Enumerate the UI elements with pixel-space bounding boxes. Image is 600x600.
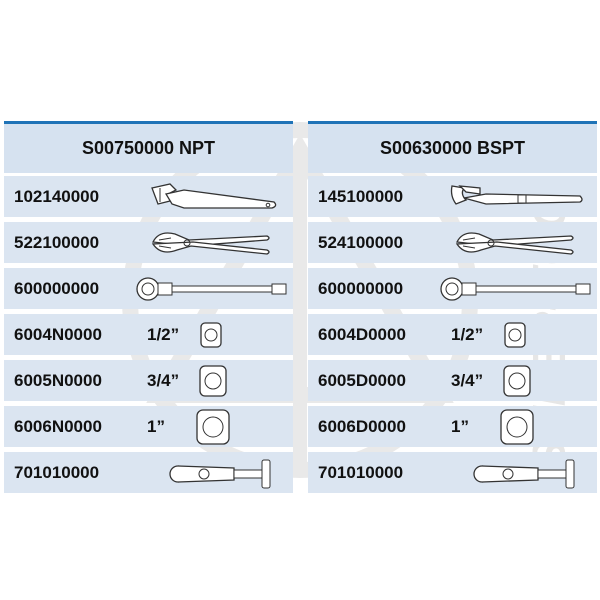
die-size: 1/2” — [451, 325, 484, 344]
article-code: 102140000 — [14, 187, 100, 206]
die-head-icon — [498, 408, 536, 446]
table-row — [308, 452, 597, 493]
table-row — [308, 222, 597, 263]
die-head-icon — [502, 320, 528, 350]
article-code: 6004N0000 — [14, 325, 102, 344]
article-code: 6006N0000 — [14, 417, 102, 436]
article-code: 6006D0000 — [318, 417, 406, 436]
article-code: 600000000 — [318, 279, 404, 298]
table-row — [308, 268, 597, 309]
die-size: 3/4” — [147, 371, 180, 390]
die-size: 1” — [147, 417, 165, 436]
article-code: 522100000 — [14, 233, 100, 252]
swedish-pipe-wrench-icon — [446, 180, 586, 214]
groove-joint-pliers-icon — [149, 226, 274, 260]
table-row — [4, 360, 293, 401]
groove-joint-pliers-icon — [453, 226, 578, 260]
die-head-icon — [500, 363, 534, 399]
table-row — [308, 314, 597, 355]
npt-table-title: S00750000 NPT — [4, 124, 293, 173]
article-code: 6005N0000 — [14, 371, 102, 390]
table-row — [308, 406, 597, 447]
article-code: 524100000 — [318, 233, 404, 252]
pipe-wrench-icon — [144, 180, 279, 214]
bspt-table-title: S00630000 BSPT — [308, 124, 597, 173]
table-row — [4, 452, 293, 493]
table-row — [4, 222, 293, 263]
article-code: 145100000 — [318, 187, 404, 206]
ratchet-die-handle-icon — [134, 274, 289, 304]
table-row — [4, 314, 293, 355]
bspt-table — [308, 121, 597, 498]
pipe-cutter-icon — [164, 456, 274, 490]
pipe-cutter-icon — [468, 456, 578, 490]
table-row — [4, 268, 293, 309]
table-row — [308, 176, 597, 217]
article-code: 701010000 — [318, 463, 404, 482]
table-row — [4, 176, 293, 217]
die-head-icon — [198, 320, 224, 350]
ratchet-die-handle-icon — [438, 274, 593, 304]
die-head-icon — [196, 363, 230, 399]
article-code: 6005D0000 — [318, 371, 406, 390]
die-size: 3/4” — [451, 371, 484, 390]
article-code: 600000000 — [14, 279, 100, 298]
die-head-icon — [194, 408, 232, 446]
article-code: 6004D0000 — [318, 325, 406, 344]
die-size: 1” — [451, 417, 469, 436]
table-row — [4, 406, 293, 447]
table-row — [308, 360, 597, 401]
npt-table — [4, 121, 293, 498]
die-size: 1/2” — [147, 325, 180, 344]
article-code: 701010000 — [14, 463, 100, 482]
